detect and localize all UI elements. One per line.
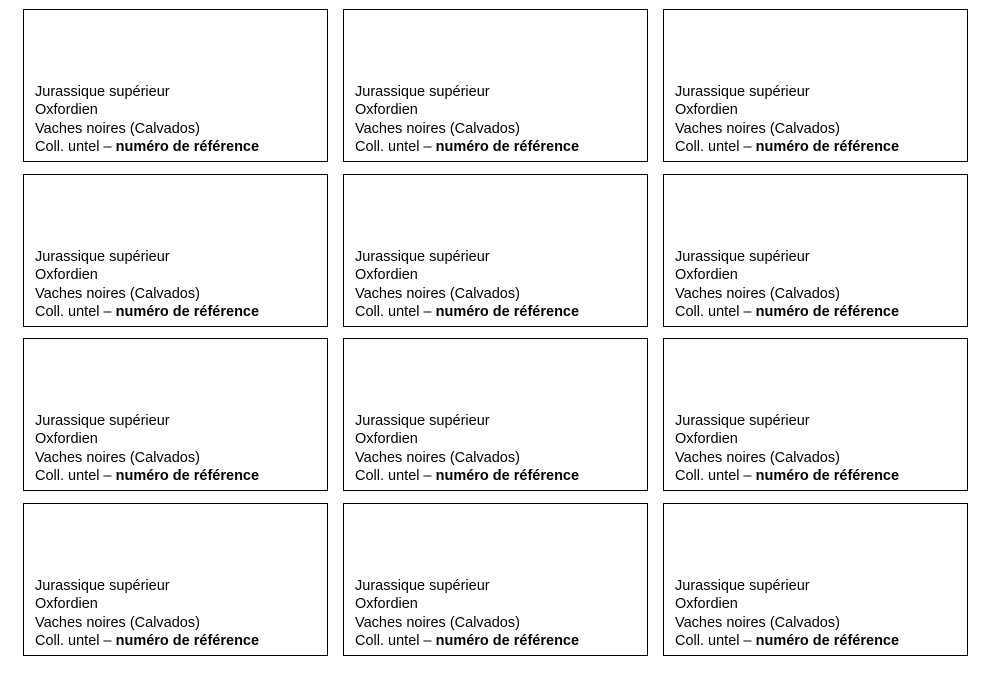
specimen-label-r1-c3 [663, 9, 968, 162]
label-period: Jurassique supérieur [355, 413, 490, 429]
label-reference: numéro de référence [435, 632, 580, 649]
label-text-block [675, 248, 899, 321]
label-collection-line [355, 467, 579, 485]
label-text-block [35, 83, 259, 156]
label-locality: Vaches noires (Calvados) [675, 449, 840, 466]
label-text-block [675, 83, 899, 156]
label-separator: – [739, 632, 756, 649]
label-separator: – [419, 632, 436, 649]
label-collection-line [675, 632, 899, 650]
label-collection-line [35, 138, 259, 156]
label-collection-line [355, 632, 579, 650]
label-collection-line [355, 138, 579, 156]
label-separator: – [99, 467, 116, 484]
label-period: Jurassique supérieur [675, 578, 810, 594]
label-period: Jurassique supérieur [355, 249, 490, 265]
label-locality: Vaches noires (Calvados) [35, 285, 200, 302]
specimen-label-r4-c1 [23, 503, 328, 656]
label-separator: – [99, 632, 116, 649]
label-collection: Coll. untel [355, 632, 420, 649]
label-stage: Oxfordien [355, 596, 418, 613]
label-locality: Vaches noires (Calvados) [35, 614, 200, 631]
label-collection: Coll. untel [35, 467, 100, 484]
label-separator: – [739, 138, 756, 155]
specimen-label-r3-c1 [23, 338, 328, 491]
specimen-label-r2-c1 [23, 174, 328, 327]
specimen-label-r2-c2 [343, 174, 648, 327]
specimen-label-r3-c3 [663, 338, 968, 491]
label-locality: Vaches noires (Calvados) [355, 614, 520, 631]
label-separator: – [419, 303, 436, 320]
label-reference: numéro de référence [435, 138, 580, 155]
label-collection: Coll. untel [675, 138, 740, 155]
label-reference: numéro de référence [755, 467, 900, 484]
label-stage: Oxfordien [35, 102, 98, 119]
label-reference: numéro de référence [755, 632, 900, 649]
label-period: Jurassique supérieur [675, 413, 810, 429]
label-locality: Vaches noires (Calvados) [355, 120, 520, 137]
label-collection-line [355, 303, 579, 321]
label-collection: Coll. untel [675, 632, 740, 649]
label-collection-line [35, 467, 259, 485]
label-collection-line [675, 138, 899, 156]
label-collection-line [675, 303, 899, 321]
label-stage: Oxfordien [675, 431, 738, 448]
label-collection: Coll. untel [355, 467, 420, 484]
label-stage: Oxfordien [355, 102, 418, 119]
label-period: Jurassique supérieur [675, 84, 810, 100]
label-locality: Vaches noires (Calvados) [675, 285, 840, 302]
label-collection: Coll. untel [35, 303, 100, 320]
label-collection: Coll. untel [675, 467, 740, 484]
label-text-block [675, 412, 899, 485]
label-locality: Vaches noires (Calvados) [355, 449, 520, 466]
label-text-block [35, 577, 259, 650]
specimen-label-r4-c2 [343, 503, 648, 656]
label-period: Jurassique supérieur [35, 84, 170, 100]
label-reference: numéro de référence [435, 467, 580, 484]
label-locality: Vaches noires (Calvados) [675, 614, 840, 631]
label-separator: – [99, 138, 116, 155]
label-stage: Oxfordien [675, 596, 738, 613]
label-collection: Coll. untel [675, 303, 740, 320]
label-reference: numéro de référence [115, 632, 260, 649]
label-period: Jurassique supérieur [675, 249, 810, 265]
label-text-block [675, 577, 899, 650]
label-reference: numéro de référence [755, 138, 900, 155]
label-reference: numéro de référence [115, 303, 260, 320]
label-collection-line [675, 467, 899, 485]
label-collection: Coll. untel [35, 632, 100, 649]
label-locality: Vaches noires (Calvados) [35, 449, 200, 466]
label-reference: numéro de référence [115, 138, 260, 155]
label-text-block [355, 412, 579, 485]
label-text-block [355, 83, 579, 156]
label-reference: numéro de référence [115, 467, 260, 484]
label-stage: Oxfordien [35, 267, 98, 284]
label-reference: numéro de référence [755, 303, 900, 320]
label-collection: Coll. untel [35, 138, 100, 155]
label-separator: – [419, 467, 436, 484]
label-reference: numéro de référence [435, 303, 580, 320]
label-period: Jurassique supérieur [35, 578, 170, 594]
label-period: Jurassique supérieur [355, 578, 490, 594]
label-period: Jurassique supérieur [35, 249, 170, 265]
label-text-block [355, 577, 579, 650]
label-locality: Vaches noires (Calvados) [355, 285, 520, 302]
label-collection: Coll. untel [355, 303, 420, 320]
label-stage: Oxfordien [675, 102, 738, 119]
label-text-block [35, 412, 259, 485]
label-text-block [355, 248, 579, 321]
label-separator: – [99, 303, 116, 320]
label-period: Jurassique supérieur [355, 84, 490, 100]
label-separator: – [739, 467, 756, 484]
label-stage: Oxfordien [35, 431, 98, 448]
label-separator: – [419, 138, 436, 155]
label-collection-line [35, 632, 259, 650]
label-stage: Oxfordien [355, 267, 418, 284]
label-separator: – [739, 303, 756, 320]
specimen-label-r3-c2 [343, 338, 648, 491]
label-stage: Oxfordien [355, 431, 418, 448]
specimen-label-r1-c2 [343, 9, 648, 162]
label-stage: Oxfordien [675, 267, 738, 284]
label-text-block [35, 248, 259, 321]
label-locality: Vaches noires (Calvados) [35, 120, 200, 137]
label-collection-line [35, 303, 259, 321]
label-period: Jurassique supérieur [35, 413, 170, 429]
label-collection: Coll. untel [355, 138, 420, 155]
label-stage: Oxfordien [35, 596, 98, 613]
specimen-label-r4-c3 [663, 503, 968, 656]
specimen-label-r1-c1 [23, 9, 328, 162]
label-locality: Vaches noires (Calvados) [675, 120, 840, 137]
specimen-label-r2-c3 [663, 174, 968, 327]
